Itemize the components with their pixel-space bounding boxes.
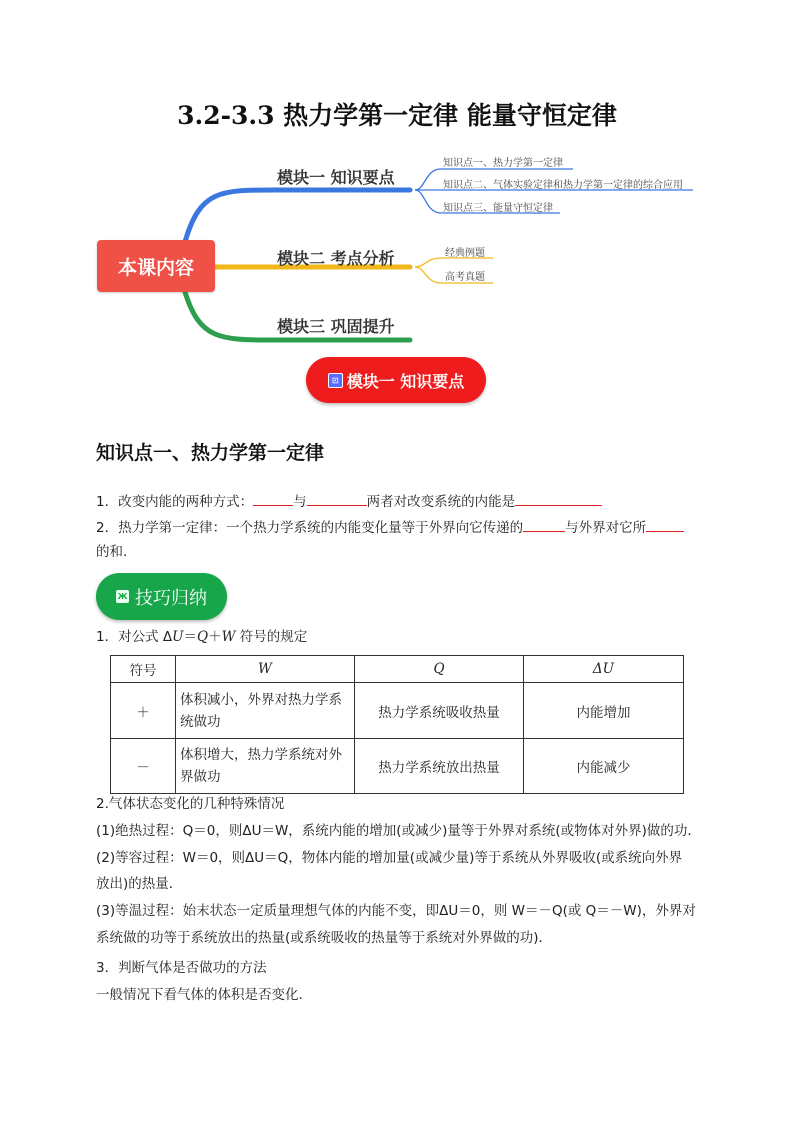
text: 2．热力学第一定律：一个热力学系统的内能变化量等于外界向它传递的 [96, 520, 524, 536]
table-cell: 热力学系统吸收热量 [355, 683, 524, 739]
mind-map-branch-3: 模块三 巩固提升 [277, 317, 395, 336]
mind-map-branch-1: 模块一 知识要点 [277, 168, 395, 187]
fill-blank [515, 492, 602, 506]
text: 1．对公式 Δ [96, 629, 173, 645]
math-symbol: W [221, 629, 236, 645]
table-cell: 体积增大，热力学系统对外界做功 [176, 739, 355, 794]
tips-banner [96, 573, 227, 620]
tips-item-2-heading: 2.气体状态变化的几种特殊情况 [96, 796, 285, 812]
text: 与外界对它所 [565, 520, 647, 536]
fill-blank [646, 518, 684, 532]
fill-blank [307, 492, 367, 506]
fill-blank [253, 492, 293, 506]
tips-icon: Ж [117, 592, 128, 601]
table-header: Q [355, 656, 524, 683]
math-symbol: U [172, 629, 184, 645]
mind-map-branch-2: 模块二 考点分析 [277, 249, 395, 268]
page-title: 3.2-3.3 热力学第一定律 能量守恒定律 [177, 101, 617, 130]
mind-map-leaf: 知识点三、能量守恒定律 [443, 203, 553, 214]
table-cell: ＋ [111, 683, 176, 739]
tips-banner-label: 技巧归纳 [135, 587, 207, 609]
tips-item-1 [96, 628, 307, 646]
tips-item-2-2: (2)等容过程：W＝0，则ΔU＝Q，物体内能的增加量(或减少量)等于系统从外界吸收(或系统向外界 [96, 850, 683, 866]
module-1-banner-label: 模块一 知识要点 [346, 371, 465, 391]
tips-item-2-1: (1)绝热过程：Q＝0，则ΔU＝W，系统内能的增加(或减少)量等于外界对系统(或物体对外界)做的功． [96, 823, 701, 839]
tips-item-2-2-cont: 放出)的热量． [96, 876, 183, 892]
text: 与 [293, 494, 307, 510]
kp1-line-2-cont: 的和． [96, 544, 137, 560]
mind-map [90, 150, 710, 350]
module-icon: ⊡ [328, 373, 343, 388]
text: ＋ [208, 629, 222, 645]
math-symbol: Q [197, 629, 209, 645]
kp1-line-2 [96, 518, 684, 537]
tips-item-2-3-cont: 系统做的功等于系统放出的热量(或系统吸收的热量等于系统对外界做的功)． [96, 930, 553, 946]
tips-item-3-heading: 3．判断气体是否做功的方法 [96, 960, 267, 976]
section-heading: 知识点一、热力学第一定律 [96, 442, 325, 464]
mind-map-root: 本课内容 [97, 240, 215, 292]
text: 1．改变内能的两种方式： [96, 494, 254, 510]
module-1-banner [306, 357, 486, 403]
fill-blank [523, 518, 565, 532]
leaf-connector-2-1 [415, 258, 493, 267]
table-row [111, 683, 684, 739]
mind-map-leaf: 高考真题 [445, 272, 485, 283]
table-cell: 内能增加 [524, 683, 684, 739]
text: 符号的规定 [235, 629, 308, 645]
table-header: 符号 [111, 656, 176, 683]
table-header: W [176, 656, 355, 683]
branch-1-connector [185, 190, 410, 242]
mind-map-leaf: 知识点一、热力学第一定律 [443, 158, 563, 169]
table-header-row [111, 656, 684, 683]
tips-item-3-text: 一般情况下看气体的体积是否变化． [96, 987, 312, 1003]
tips-item-2-3: (3)等温过程：始末状态一定质量理想气体的内能不变，即ΔU＝0，则 W＝－Q(或 Q＝－W)，外界对 [96, 903, 696, 919]
sign-convention-table [110, 655, 684, 794]
text: ＝ [183, 629, 198, 645]
table-header: ΔU [524, 656, 684, 683]
table-cell: 热力学系统放出热量 [355, 739, 524, 794]
mind-map-leaf: 知识点二、气体实验定律和热力学第一定律的综合应用 [443, 180, 683, 191]
table-cell: 内能减少 [524, 739, 684, 794]
table-row [111, 739, 684, 794]
table-cell: 体积减小，外界对热力学系统做功 [176, 683, 355, 739]
kp1-line-1 [96, 492, 602, 511]
mind-map-leaf: 经典例题 [445, 248, 485, 259]
table-cell: － [111, 739, 176, 794]
text: 两者对改变系统的内能是 [366, 494, 516, 510]
